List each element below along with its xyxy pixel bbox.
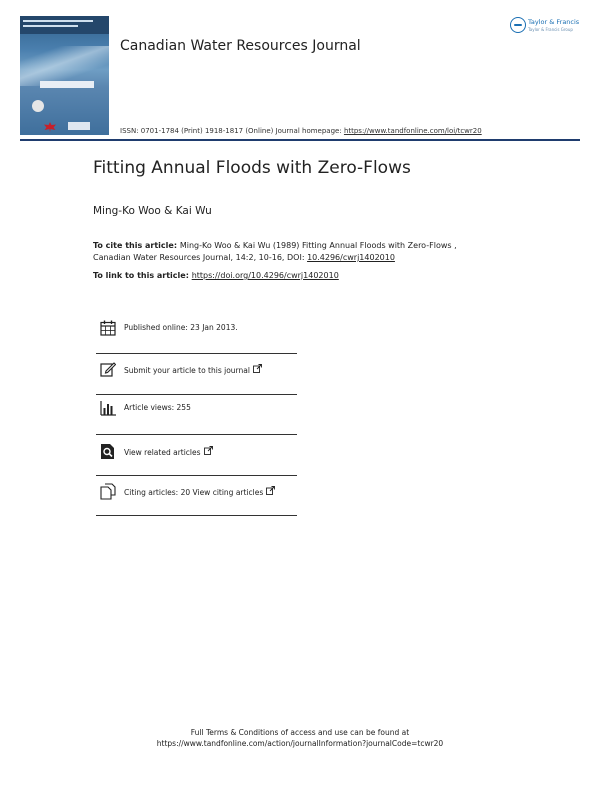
article-views-text: Article views: 255: [124, 403, 191, 412]
row-divider: [96, 475, 297, 476]
submit-article-row[interactable]: [96, 361, 297, 401]
row-divider: [96, 394, 297, 395]
citation-line-1: [93, 240, 457, 252]
citing-articles-link[interactable]: [124, 486, 275, 497]
published-online-text: Published online: 23 Jan 2013.: [124, 323, 238, 332]
issn-text: ISSN: 0701-1784 (Print) 1918-1817 (Online) Journal homepage:: [120, 127, 344, 135]
related-articles-text: View related articles: [124, 448, 201, 457]
article-link-line: [93, 270, 339, 282]
bar-chart-icon: [100, 400, 116, 416]
link-label: To link to this article:: [93, 271, 192, 280]
external-link-icon: [204, 446, 213, 457]
calendar-icon: [100, 320, 116, 336]
related-articles-link[interactable]: [124, 446, 213, 457]
row-divider: [96, 515, 297, 516]
issn-line: [120, 127, 482, 135]
doi-link[interactable]: 10.4296/cwrj1402010: [307, 253, 395, 262]
article-title: Fitting Annual Floods with Zero-Flows: [93, 158, 411, 178]
citation-text-2: Canadian Water Resources Journal, 14:2, 10-16, DOI:: [93, 253, 308, 262]
external-link-icon: [266, 486, 275, 497]
citation-text-1: Ming-Ko Woo & Kai Wu (1989) Fitting Annual Floods with Zero-Flows ,: [179, 241, 457, 250]
edit-icon: [100, 361, 116, 377]
row-divider: [96, 353, 297, 354]
submit-article-text: Submit your article to this journal: [124, 366, 250, 375]
citation-line-2: [93, 252, 395, 264]
publisher-name: Taylor & Francis: [528, 18, 580, 26]
external-link-icon: [253, 364, 262, 375]
publisher-logo-icon: [510, 17, 526, 33]
article-url-link[interactable]: https://doi.org/10.4296/cwrj1402010: [191, 271, 339, 280]
journal-title: Canadian Water Resources Journal: [120, 38, 361, 54]
publisher-logo: [510, 17, 585, 37]
header-divider: [20, 139, 580, 141]
publisher-subname: Taylor & Francis Group: [528, 27, 573, 32]
citing-articles-row[interactable]: [96, 483, 297, 523]
citing-articles-text: Citing articles: 20 View citing articles: [124, 488, 264, 497]
terms-text: Full Terms & Conditions of access and use can be found at: [190, 728, 410, 737]
citation-label: To cite this article:: [93, 241, 180, 250]
search-doc-icon: [100, 443, 116, 459]
copy-icon: [100, 483, 116, 499]
submit-article-link[interactable]: [124, 364, 262, 375]
related-articles-row[interactable]: [96, 443, 297, 483]
article-authors: Ming-Ko Woo & Kai Wu: [93, 205, 212, 217]
row-divider: [96, 434, 297, 435]
journal-homepage-link[interactable]: https://www.tandfonline.com/loi/tcwr20: [343, 127, 482, 135]
terms-link[interactable]: https://www.tandfonline.com/action/journalInformation?journalCode=tcwr20: [156, 739, 444, 748]
published-online-row: [96, 320, 297, 360]
journal-cover-image: [20, 16, 109, 135]
